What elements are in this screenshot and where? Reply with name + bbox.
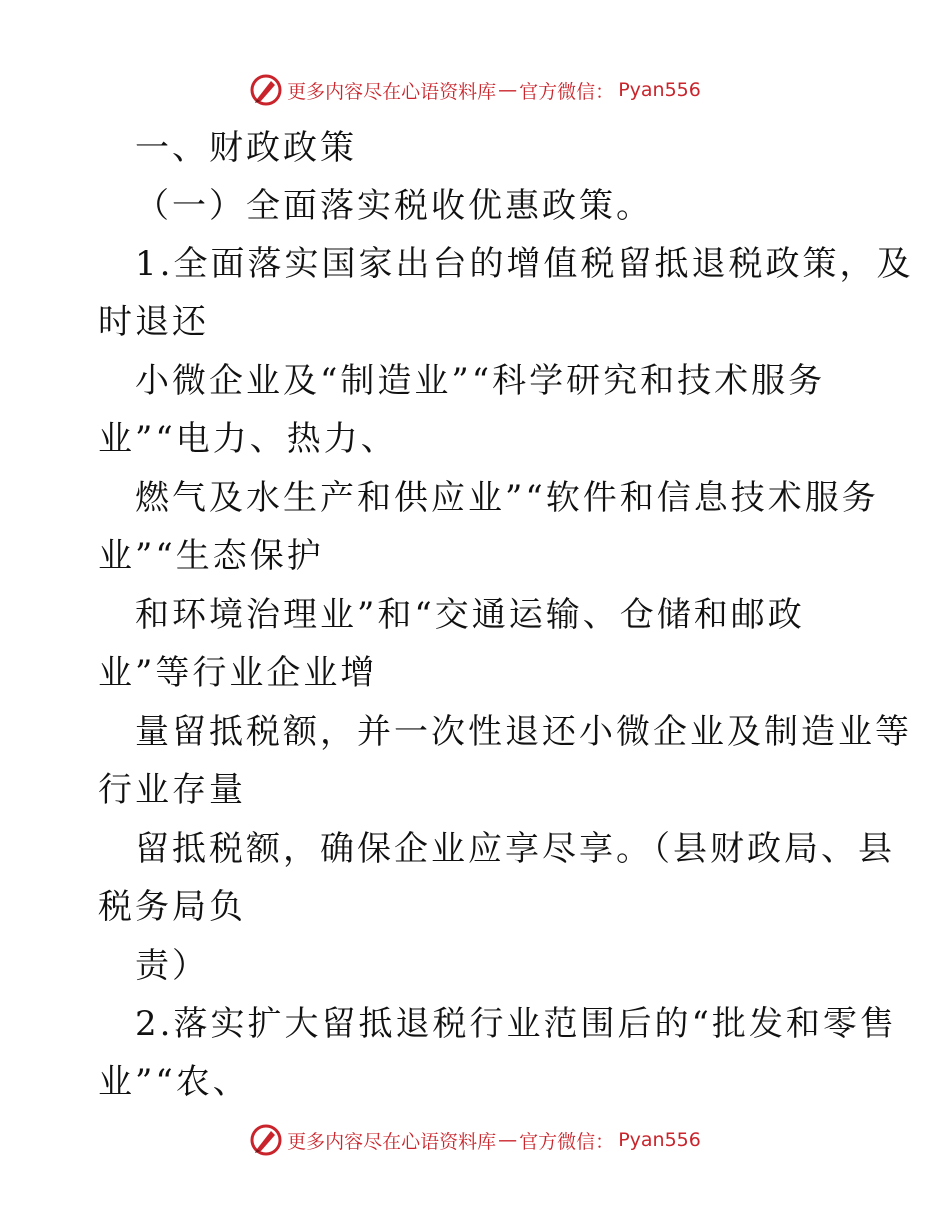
paragraph-line: 1.全面落实国家出台的增值税留抵退税政策，及 [135,244,914,284]
paragraph-line: 和环境治理业”和“交通运输、仓储和邮政 [135,595,805,635]
heading-1: 一、财政政策 [135,128,357,168]
paragraph-line: 业”“电力、热力、 [98,419,398,459]
watermark-separator: — [498,79,518,101]
watermark-footer [0,1120,950,1160]
paragraph-line: 燃气及水生产和供应业”“软件和信息技术服务 [135,478,879,518]
watermark-id: Pyan556 [618,1129,701,1151]
watermark-label: 官方微信： [519,80,615,103]
paragraph-line: 2.落实扩大留抵退税行业范围后的“批发和零售 [135,1004,897,1044]
paragraph-line: 量留抵税额，并一次性退还小微企业及制造业等 [135,712,912,752]
paragraph-line: 责） [135,946,209,986]
pen-logo-icon [249,73,283,107]
heading-2: （一）全面落实税收优惠政策。 [135,186,653,226]
watermark-text: 更多内容尽在心语资料库 [287,1130,497,1153]
paragraph-line: 行业存量 [98,770,246,810]
paragraph-line: 时退还 [98,302,209,342]
paragraph-line: 业”等行业企业增 [98,653,378,693]
pen-logo-icon [249,1123,283,1157]
paragraph-line: 业”“农、 [98,1062,250,1102]
paragraph-line: 小微企业及“制造业”“科学研究和技术服务 [135,361,826,401]
paragraph-line: 税务局负 [98,887,246,927]
paragraph-line: 业”“生态保护 [98,536,324,576]
watermark-header [0,70,950,110]
watermark-separator: — [498,1129,518,1151]
watermark-label: 官方微信： [519,1130,615,1153]
paragraph-line: 留抵税额，确保企业应享尽享。（县财政局、县 [135,829,895,869]
watermark-text: 更多内容尽在心语资料库 [287,80,497,103]
watermark-id: Pyan556 [618,79,701,101]
